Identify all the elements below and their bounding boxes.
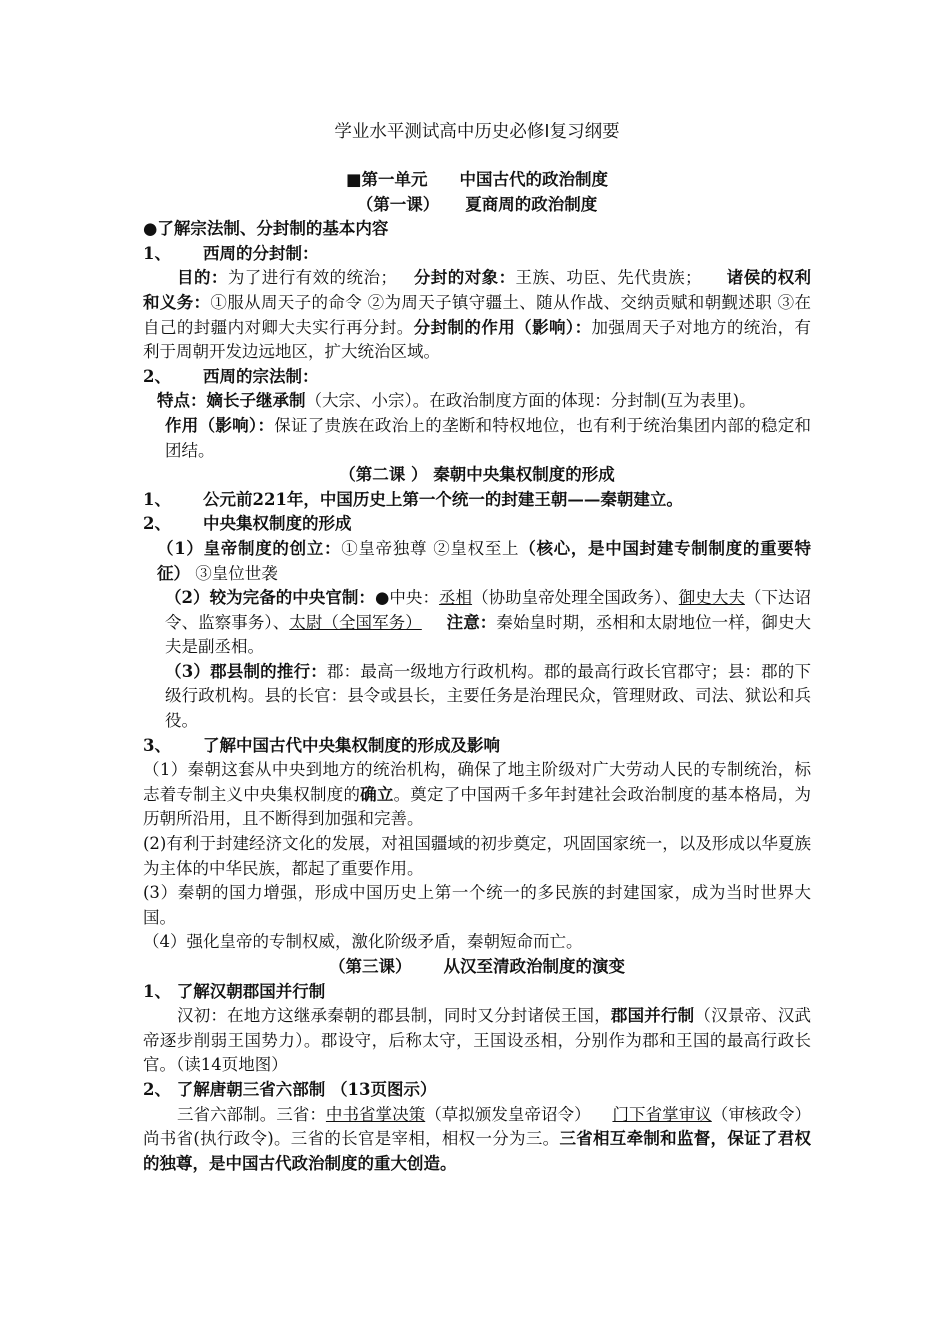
paragraph-han: 汉初：在地方这继承秦朝的郡县制，同时又分封诸侯王国，郡国并行制（汉景帝、汉武帝逐步削弱王国势力）。郡设守，后称太守，王国设丞相，分别作为郡和王国的最高行政长官。（读14页地图）: [143, 1006, 812, 1075]
paragraph-zongfa-feature: 特点：嫡长子继承制（大宗、小宗）。在政治制度方面的体现：分封制(互为表里)。: [157, 391, 756, 411]
topic-heading: ●了解宗法制、分封制的基本内容: [143, 219, 389, 239]
section-heading: 1、 了解汉朝郡国并行制: [143, 981, 326, 1001]
document-page: [143, 120, 811, 1176]
paragraph-zongfa-effect: 作用（影响）：保证了贵族在政治上的垄断和特权地位，也有利于统治集团内部的稳定和团结。: [165, 415, 812, 460]
lesson-1-heading: （第一课） 夏商周的政治制度: [356, 194, 598, 214]
section-heading: 2、 中央集权制度的形成: [143, 514, 352, 534]
section-heading: 3、 了解中国古代中央集权制度的形成及影响: [143, 735, 500, 755]
paragraph-impact-4: （4）强化皇帝的专制权威，激化阶级矛盾，秦朝短命而亡。: [143, 932, 583, 952]
paragraph-impact-3: (3）秦朝的国力增强，形成中国历史上第一个统一的多民族的封建国家，成为当时世界大国。: [143, 883, 811, 927]
paragraph-central-officials: （2）较为完备的中央官制：●中央：丞相（协助皇帝处理全国政务）、御史大夫（下达诏令、监察事务）、太尉（全国军务） 注意：秦始皇时期，丞相和太尉地位一样，御史大夫是副丞相。: [165, 588, 812, 657]
paragraph-impact-2: (2)有利于封建经济文化的发展，对祖国疆域的初步奠定，巩固国家统一，以及形成以华夏族为主体的中华民族，都起了重要作用。: [143, 834, 811, 878]
lesson-3-heading: （第三课） 从汉至清政治制度的演变: [329, 957, 625, 976]
unit-heading: ■第一单元 中国古代的政治制度: [345, 170, 609, 189]
section-heading: 2、 了解唐朝三省六部制 （13页图示）: [143, 1079, 437, 1099]
document-title: 学业水平测试高中历史必修Ⅰ复习纲要: [334, 122, 620, 142]
section-heading: 1、 西周的分封制：: [143, 243, 319, 263]
paragraph-impact-1: （1）秦朝这套从中央到地方的统治机构，确保了地主阶级对广大劳动人民的专制统治，标志着专制主义中央集权制度的确立。奠定了中国两千多年封建社会政治制度的基本格局，为历朝所沿用，且不断得到加强和完善。: [143, 760, 812, 829]
section-heading: 1、 公元前221年，中国历史上第一个统一的封建王朝——秦朝建立。: [143, 489, 683, 509]
paragraph-tang: 三省六部制。三省：中书省掌决策（草拟颁发皇帝诏令） 门下省掌审议（审核政令） 尚书省(执行政令)。三省的长官是宰相，相权一分为三。三省相互牵制和监督，保证了君权的独尊，是中国古代政治制度的重大创造。: [143, 1104, 812, 1173]
lesson-2-heading: （第二课 ） 秦朝中央集权制度的形成: [339, 465, 615, 485]
paragraph-emperor-system: （1）皇帝制度的创立：①皇帝独尊 ②皇权至上（核心，是中国封建专制制度的重要特征） ③皇位世袭: [157, 538, 812, 583]
paragraph-fengjian: 目的：为了进行有效的统治； 分封的对象：王族、功臣、先代贵族； 诸侯的权利和义务：①服从周天子的命令 ②为周天子镇守疆土、随从作战、交纳贡赋和朝觐述职 ③在自己的封疆内对卿大夫实行再分封。分封制的作用（影响）：加强周天子对地方的统治，有利于周朝开发边远地区，扩大统治区域。: [143, 268, 812, 362]
section-heading: 2、 西周的宗法制：: [143, 366, 319, 386]
paragraph-commandery: （3）郡县制的推行：郡：最高一级地方行政机构。郡的最高行政长官郡守；县：郡的下级行政机构。县的长官：县令或县长，主要任务是治理民众，管理财政、司法、狱讼和兵役。: [165, 661, 812, 731]
